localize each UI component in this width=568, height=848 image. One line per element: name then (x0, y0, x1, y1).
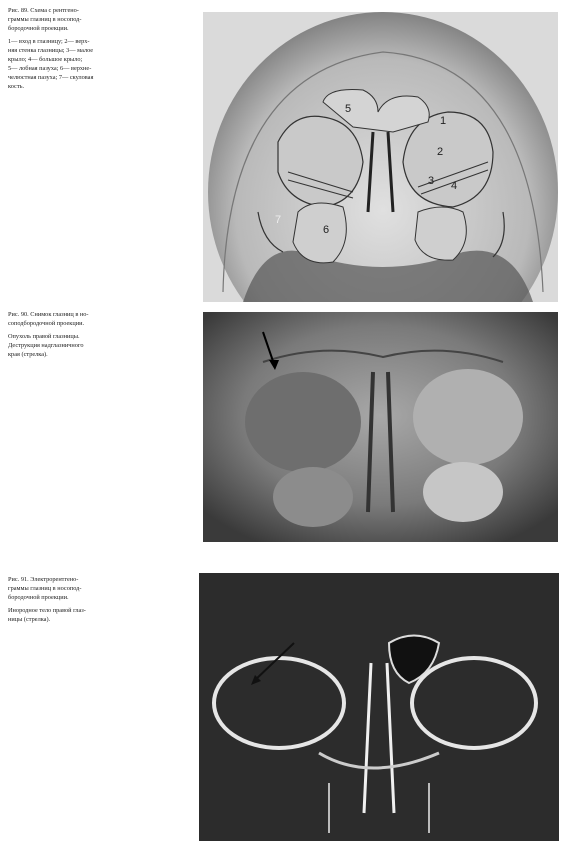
caption-fig-91 (8, 575, 126, 628)
figure-89-radiograph-diagram (203, 12, 558, 302)
label-7: 7 (275, 214, 282, 226)
caption-body: 1— вход в глазницу; 2— верх- няя стенка глазницы; 3— малое крыло; 4— большое крыло; 5— лобная пазуха; 6— верхне- челюстная пазуха; 7— скуловая кость. (8, 38, 94, 90)
label-5: 5 (345, 103, 352, 115)
label-6: 6 (323, 224, 330, 236)
figure-91-electroradiograph (199, 573, 559, 841)
caption-body: Опухоль правой глазницы. Деструкция надглазничного края (стрелка). (8, 333, 84, 358)
caption-fig-89 (8, 6, 126, 95)
label-2: 2 (437, 146, 444, 158)
caption-fig-90 (8, 310, 126, 363)
caption-title: Рис. 91. Электрорентгено- граммы глазниц в носопод- бородочной проекции. (8, 576, 82, 601)
caption-title: Рис. 90. Снимок глазниц в но- соподбородочной проекции. (8, 311, 89, 327)
caption-body: Инородное тело правой глаз- ницы (стрелка). (8, 607, 86, 623)
label-3: 3 (428, 175, 435, 187)
label-1: 1 (440, 115, 447, 127)
caption-title: Рис. 89. Схема с рентгено- граммы глазниц в носопод- бородочной проекции. (8, 7, 82, 32)
label-4: 4 (451, 180, 458, 192)
figure-90-radiograph-photo (203, 312, 558, 542)
